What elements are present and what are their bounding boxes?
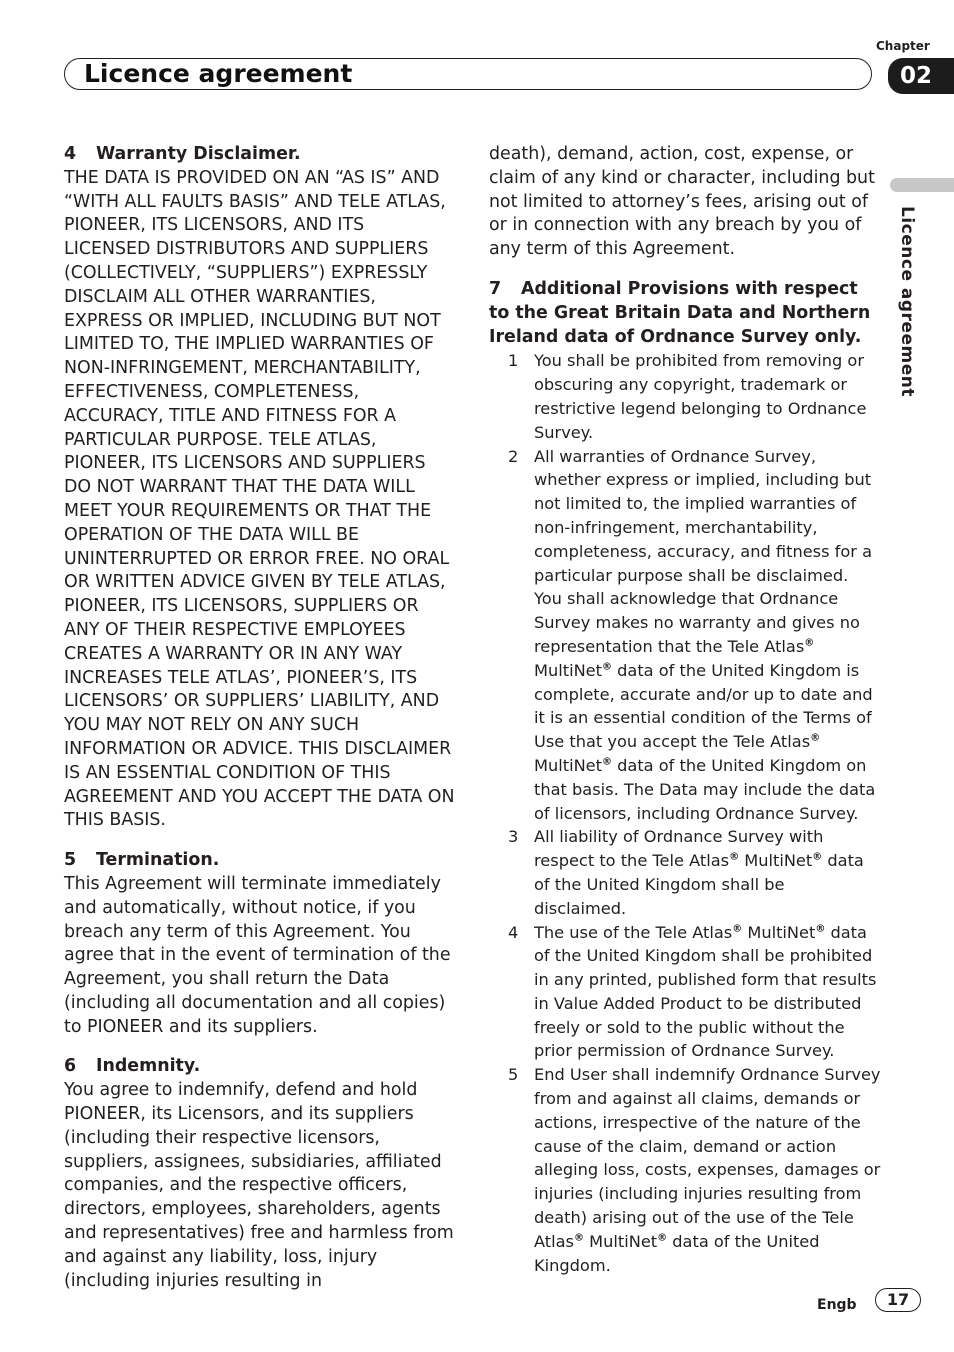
page-title: Licence agreement: [84, 59, 353, 88]
item-text: MultiNet: [742, 922, 816, 942]
registered-mark: ®: [804, 637, 815, 649]
section-number: 4: [64, 144, 77, 164]
section-4-heading: [64, 143, 456, 167]
section-title: Warranty Disclaimer.: [96, 144, 301, 164]
side-tab-label: Licence agreement: [897, 206, 917, 397]
section-6-body-continued: death), demand, action, cost, expense, or claim of any kind or character, including but not limited to attorney’s fees, arising out of or in connection with any breach by you of any term of this Agreement.: [489, 144, 875, 260]
item-text: MultiNet: [739, 851, 813, 871]
item-number: 5: [508, 1065, 519, 1085]
registered-mark: ®: [812, 851, 823, 863]
item-text: data of the United Kingdom shall be disclaimed.: [534, 851, 864, 918]
section-number: 7: [489, 278, 502, 299]
registered-mark: ®: [574, 1232, 584, 1244]
list-item: [489, 349, 881, 444]
item-text: data of the United Kingdom is complete, accurate and/or up to date and it is an essential condition of the Terms of Use that you accept the Tele Atlas: [534, 660, 873, 752]
item-text: MultiNet: [584, 1231, 658, 1251]
section-title: Termination.: [96, 850, 220, 871]
item-text: End User shall indemnify Ordnance Survey from and against all claims, demands or actions, irrespective of the nature of the cause of the claim, demand or action alleging loss, costs, expenses, damages or injuries (including injuries resulting from death) arising out of the use of the Tele Atlas: [534, 1065, 881, 1251]
section-title: Indemnity.: [96, 1056, 201, 1077]
list-item: [489, 825, 881, 920]
left-column: [64, 143, 456, 1293]
registered-mark: ®: [657, 1232, 668, 1244]
section-number: 6: [64, 1056, 77, 1077]
item-text: data of the United Kingdom.: [534, 1231, 820, 1275]
right-column: [489, 143, 881, 1277]
section-7-heading: [489, 278, 881, 349]
section-5-heading: [64, 849, 456, 873]
item-text: All warranties of Ordnance Survey, whether express or implied, including but not limited to, the implied warranties of non-infringement, merchantability, completeness, accuracy, and fitness for a particular purpose shall be disclaimed. You shall acknowledge that Ordnance Survey makes no warranty and gives no representation that the Tele Atlas: [534, 446, 873, 656]
list-item: [489, 921, 881, 1064]
section-title: Additional Provisions with respect to the Great Britain Data and Northern Ireland data of Ordnance Survey only.: [489, 278, 871, 347]
page-number: 17: [875, 1288, 921, 1312]
item-text: data of the United Kingdom shall be prohibited in any printed, published form that results in Value Added Product to be distributed freely or sold to the public without the prior permission of Ordnance Survey.: [534, 922, 877, 1061]
item-text: MultiNet: [534, 660, 602, 680]
item-number: 3: [508, 827, 519, 847]
registered-mark: ®: [732, 923, 743, 935]
section-6-body: You agree to indemnify, defend and hold PIONEER, its Licensors, and its suppliers (including their respective licensors, suppliers, assignees, subsidiaries, affiliated companies, and the respective officers, directors, employees, shareholders, agents and representatives) free and harmless from and against any liability, loss, injury (including injuries resulting in: [64, 1080, 454, 1291]
item-number: 1: [508, 351, 519, 371]
side-tab-marker: [890, 178, 954, 192]
chapter-label: Chapter: [876, 39, 930, 53]
item-text: All liability of Ordnance Survey with respect to the Tele Atlas: [534, 827, 824, 871]
item-text: data of the United Kingdom on that basis. The Data may include the data of licensors, including Ordnance Survey.: [534, 755, 876, 823]
list-item: [489, 1063, 881, 1277]
footer-language: Engb: [817, 1297, 857, 1313]
section-4-body: THE DATA IS PROVIDED ON AN “AS IS” AND “WITH ALL FAULTS BASIS” AND TELE ATLAS, PIONEER, ITS LICENSORS, AND ITS LICENSED DISTRIBUTORS AND SUPPLIERS (COLLECTIVELY, “SUPPLIERS”) EXPRESSLY DISCLAIM ALL OTHER WARRANTIES, EXPRESS OR IMPLIED, INCLUDING BUT NOT LIMITED TO, THE IMPLIED WARRANTIES OF NON-INFRINGEMENT, MERCHANTABILITY, EFFECTIVENESS, COMPLETENESS, ACCURACY, TITLE AND FITNESS FOR A PARTICULAR PURPOSE. TELE ATLAS, PIONEER, ITS LICENSORS AND SUPPLIERS DO NOT WARRANT THAT THE DATA WILL MEET YOUR REQUIREMENTS OR THAT THE OPERATION OF THE DATA WILL BE UNINTERRUPTED OR ERROR FREE. NO ORAL OR WRITTEN ADVICE GIVEN BY TELE ATLAS, PIONEER, ITS LICENSORS, SUPPLIERS OR ANY OF THEIR RESPECTIVE EMPLOYEES CREATES A WARRANTY OR IN ANY WAY INCREASES TELE ATLAS’, PIONEER’S, ITS LICENSORS’ OR SUPPLIERS’ LIABILITY, AND YOU MAY NOT RELY ON ANY SUCH INFORMATION OR ADVICE. THIS DISCLAIMER IS AN ESSENTIAL CONDITION OF THIS AGREEMENT AND YOU ACCEPT THE DATA ON THIS BASIS.: [64, 167, 455, 831]
section-5-body: This Agreement will terminate immediately and automatically, without notice, if you breach any term of this Agreement. You agree that in the event of termination of the Agreement, you shall return the Data (including all documentation and all copies) to PIONEER and its suppliers.: [64, 873, 451, 1037]
registered-mark: ®: [601, 756, 612, 768]
registered-mark: ®: [815, 923, 826, 935]
item-text: You shall be prohibited from removing or obscuring any copyright, trademark or restrictive legend belonging to Ordnance Survey.: [534, 351, 867, 442]
section-6-heading: [64, 1055, 456, 1079]
item-text: MultiNet: [534, 755, 602, 775]
registered-mark: ®: [729, 851, 740, 863]
section-number: 5: [64, 850, 77, 871]
item-number: 2: [508, 446, 519, 466]
registered-mark: ®: [810, 732, 821, 744]
item-text: The use of the Tele Atlas: [534, 922, 733, 942]
chapter-number-badge: 02: [888, 58, 954, 94]
section-7-list: [489, 349, 881, 1277]
list-item: [489, 445, 881, 826]
item-number: 4: [508, 922, 519, 942]
registered-mark: ®: [601, 661, 612, 673]
